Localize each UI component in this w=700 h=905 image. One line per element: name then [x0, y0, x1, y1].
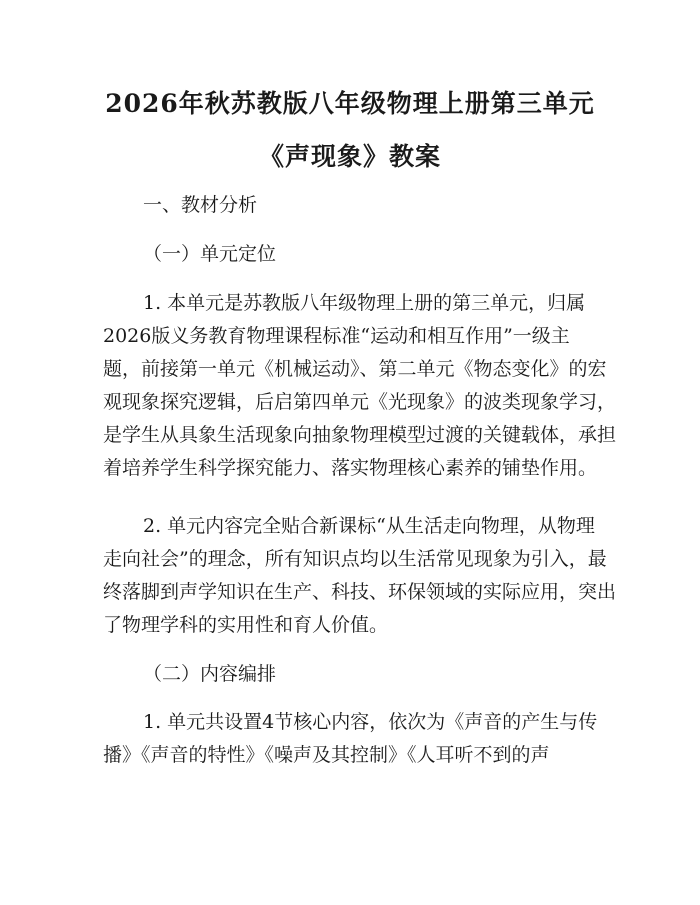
paragraph-2-line-2: 走向社会”的理念，所有知识点均以生活常见现象为引入，最	[103, 548, 607, 570]
paragraph-1-line-4: 观现象探究逻辑，后启第四单元《光现象》的波类现象学习，	[103, 391, 617, 413]
paragraph-3-line-2: 播》《声音的特性》《噪声及其控制》《人耳听不到的声	[103, 744, 550, 766]
paragraph-1-line-6: 着培养学生科学探究能力、落实物理核心素养的铺垫作用。	[103, 457, 598, 479]
paragraph-1-line-1: 1. 本单元是苏教版八年级物理上册的第三单元，归属	[143, 292, 586, 314]
section-heading-textbook-analysis: 一、教材分析	[143, 194, 258, 216]
paragraph-3-line-1: 1. 单元共设置4节核心内容，依次为《声音的产生与传	[143, 711, 598, 733]
paragraph-2-line-4: 了物理学科的实用性和育人价值。	[103, 614, 389, 636]
document-title-line-2: 《声现象》教案	[258, 142, 441, 171]
paragraph-2-line-1: 2. 单元内容完全贴合新课标“从生活走向物理，从物理	[143, 515, 595, 537]
subsection-heading-unit-positioning: （一）单元定位	[143, 243, 277, 265]
paragraph-2-line-3: 终落脚到声学知识在生产、科技、环保领域的实际应用，突出	[103, 581, 617, 603]
paragraph-1-line-3: 题，前接第一单元《机械运动》、第二单元《物态变化》的宏	[103, 358, 607, 380]
paragraph-1-line-2: 2026版义务教育物理课程标准“运动和相互作用”一级主	[103, 325, 570, 347]
paragraph-1-line-5: 是学生从具象生活现象向抽象物理模型过渡的关键载体，承担	[103, 424, 617, 446]
subsection-heading-content-arrangement: （二）内容编排	[143, 663, 277, 685]
document-title-line-1: 2026年秋苏教版八年级物理上册第三单元	[105, 89, 595, 118]
